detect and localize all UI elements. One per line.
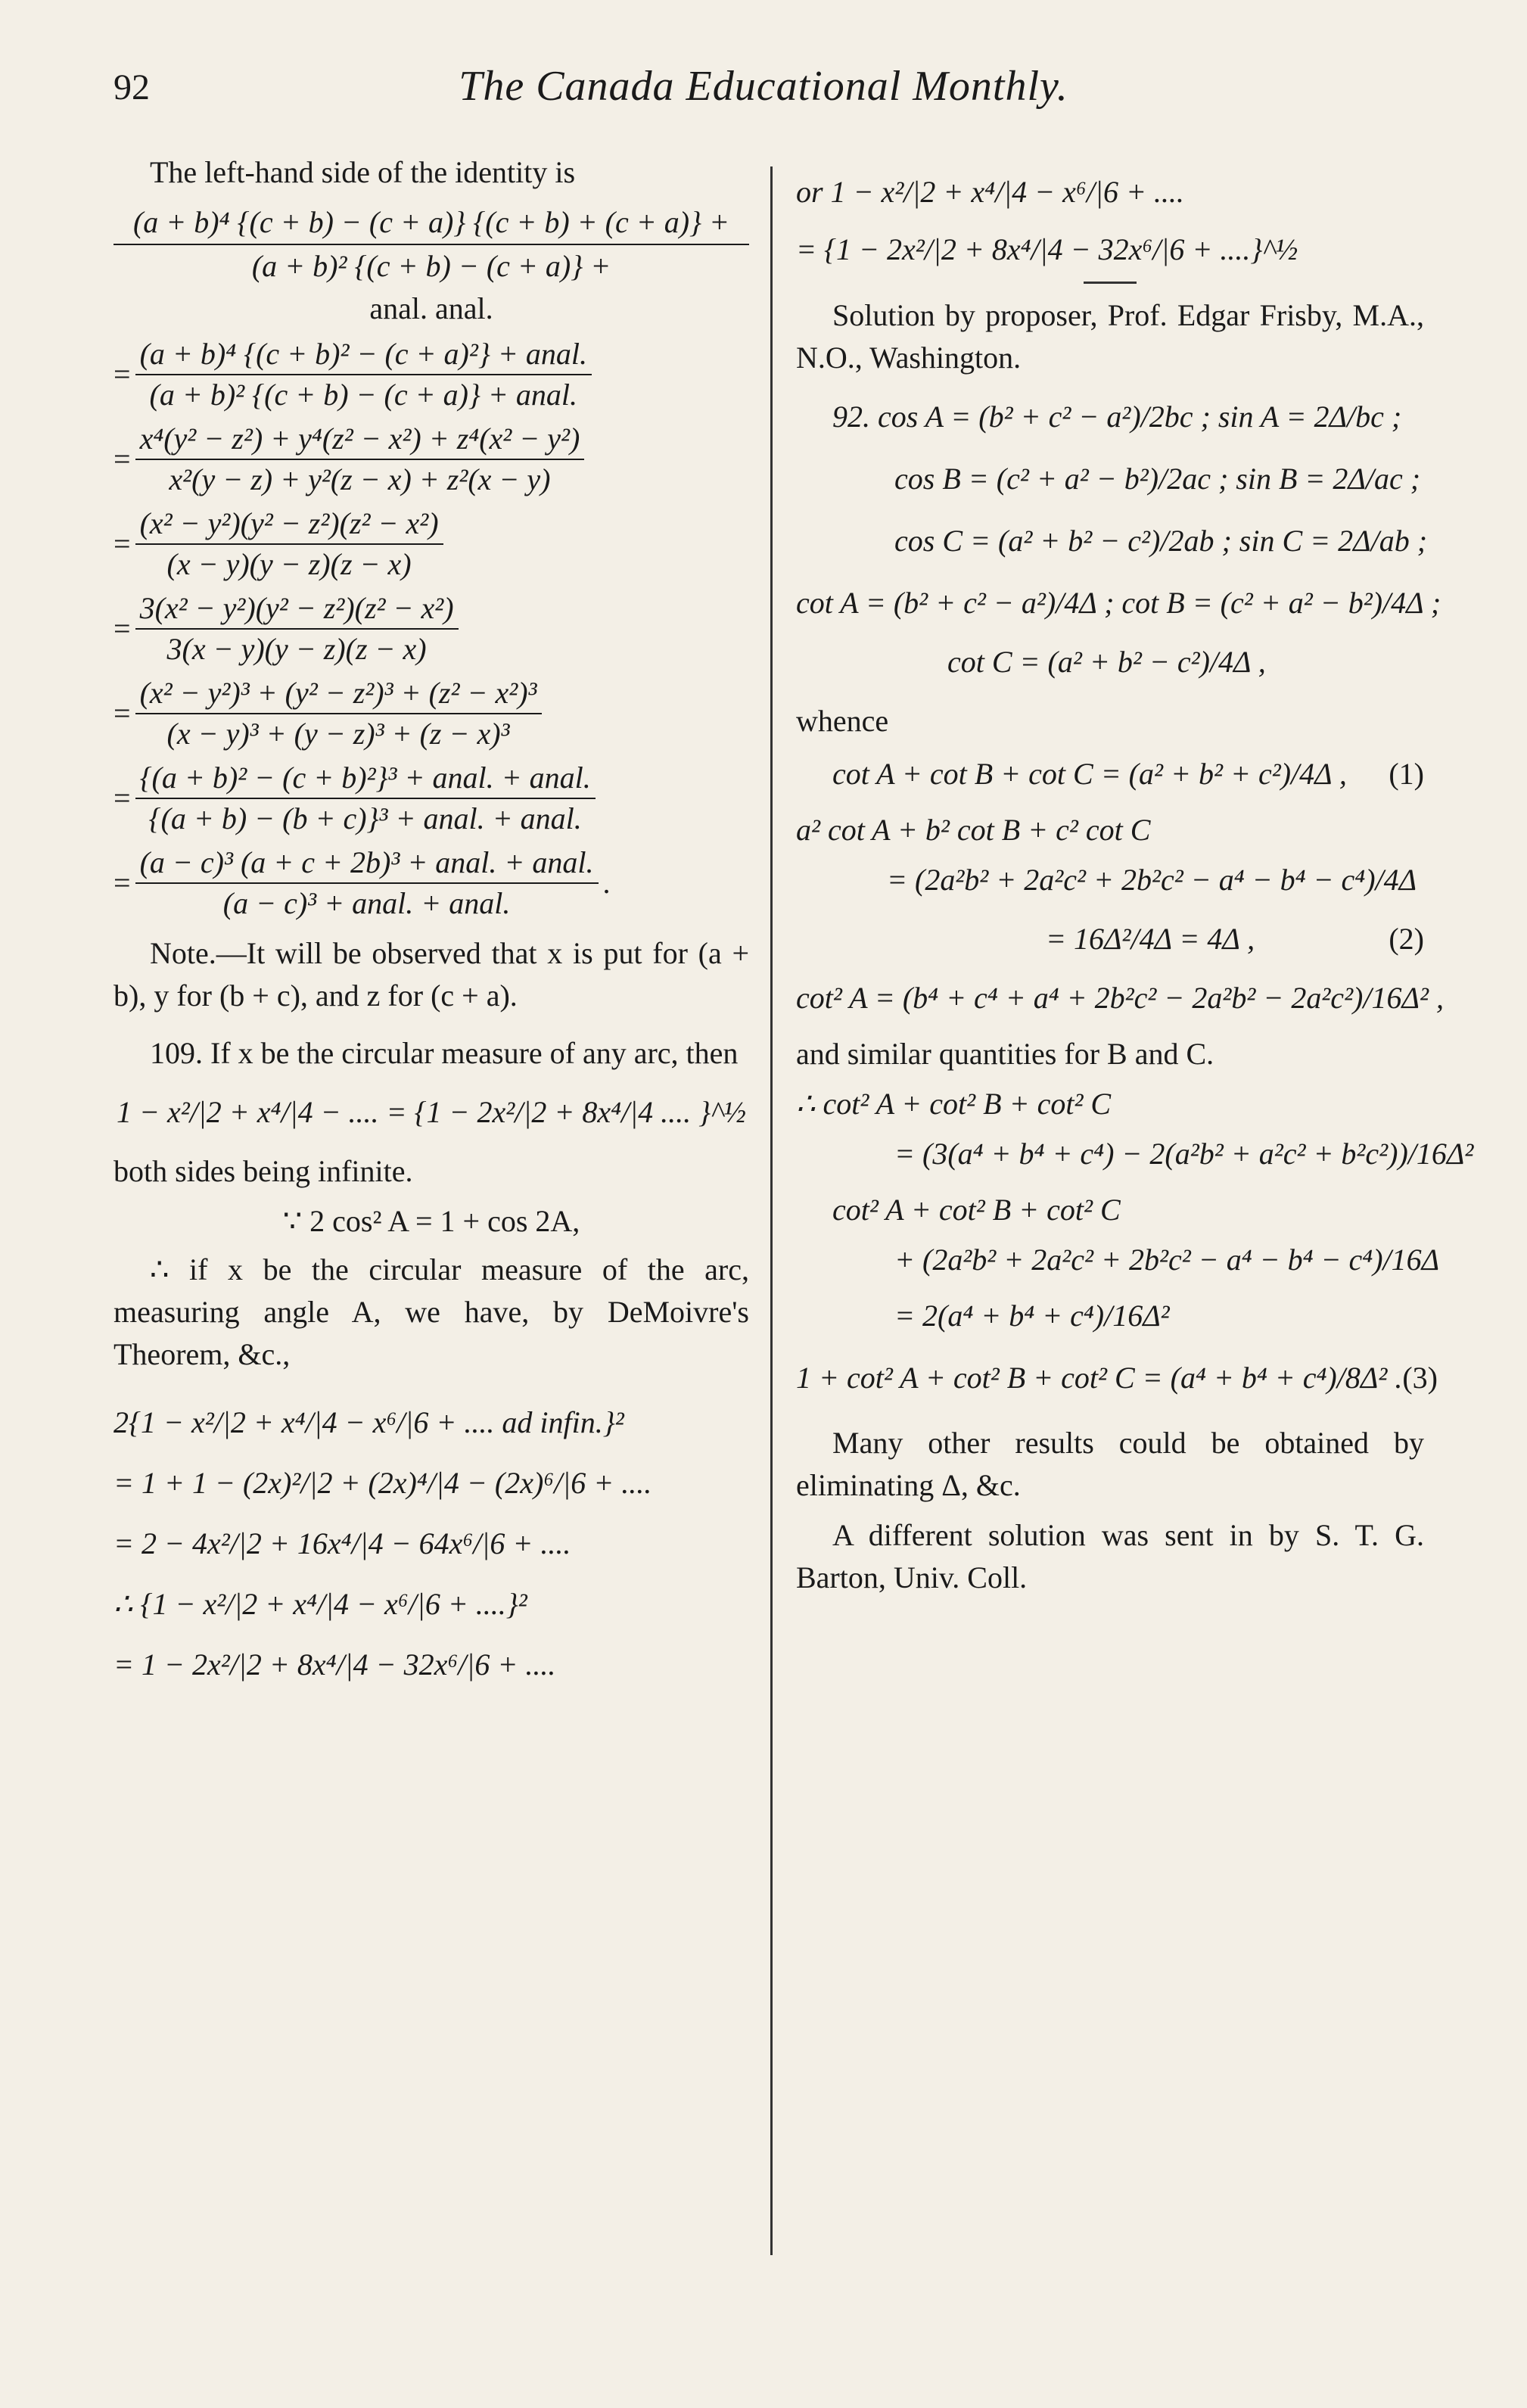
- step-7-num: (a − c)³ (a + c + 2b)³ + anal. + anal.: [135, 845, 599, 884]
- step-5-num: (x² − y²)³ + (y² − z²)³ + (z² − x²)³: [135, 675, 542, 714]
- column-divider: [770, 166, 773, 2255]
- series-5: = 1 − 2x²/|2 + 8x⁴/|4 − 32x⁶/|6 + ....: [114, 1647, 556, 1682]
- lhs-numerator: (a + b)⁴ {(c + b) − (c + a)} {(c + b) + (c + a)} +: [114, 201, 749, 245]
- solution-credit: Solution by proposer, Prof. Edgar Frisby, M.A., N.O., Washington.: [796, 298, 1424, 375]
- page-number: 92: [114, 67, 150, 107]
- step-3-num: (x² − y²)(y² − z²)(z² − x²): [135, 506, 443, 545]
- cos-a-line: 92. cos A = (b² + c² − a²)/2bc ; sin A = 2Δ/bc ;: [832, 400, 1402, 434]
- running-title: The Canada Educational Monthly.: [459, 63, 1068, 110]
- step-2-den: x²(y − z) + y²(z − x) + z²(x − y): [169, 462, 551, 496]
- cos-identity: ∵ 2 cos² A = 1 + cos 2A,: [282, 1204, 580, 1238]
- cot-squared-sum-2-plus: + (2a²b² + 2a²c² + 2b²c² − a⁴ − b⁴ − c⁴)/16Δ: [894, 1243, 1440, 1277]
- step-1: = $\frac{\text{(a + b)⁴ \{(c + b)² − (c + a)²\} + anal.}}{\text{(a + b)² \{(c + b) − (c + a)\} + anal.}}$: [114, 336, 749, 413]
- lhs-anal: anal. anal.: [369, 291, 493, 325]
- similar-quantities: and similar quantities for B and C.: [796, 1037, 1214, 1071]
- lhs-denominator: (a + b)² {(c + b) − (c + a)} +: [251, 249, 611, 283]
- problem-109: 109. If x be the circular measure of any arc, then: [150, 1036, 739, 1070]
- note: Note.—It will be observed that x is put for (a + b), y for (b + c), and z for (c + a).: [114, 936, 749, 1013]
- equation-2-tag: (2): [1389, 922, 1424, 956]
- cot-squared-a: cot² A = (b⁴ + c⁴ + a⁴ + 2b²c² − 2a²b² − 2a²c²)/16Δ² ,: [796, 981, 1444, 1015]
- equation-3: [796, 1357, 1438, 1399]
- cot-squared-sum-2-value: = 2(a⁴ + b⁴ + c⁴)/16Δ²: [894, 1299, 1170, 1333]
- step-3: = $\frac{\text{(x² − y²)(y² − z²)(z² − x²)}}{(x - y)(y - z)(z - x)}$: [114, 506, 749, 583]
- step-1-den: (a + b)² {(c + b) − (c + a)} + anal.: [149, 378, 577, 412]
- step-5-den: (x − y)³ + (y − z)³ + (z − x)³: [166, 717, 510, 751]
- infinite-note: both sides being infinite.: [114, 1154, 413, 1188]
- step-1-num: (a + b)⁴ {(c + b)² − (c + a)²} + anal.: [135, 336, 592, 375]
- cos-b-line: cos B = (c² + a² − b²)/2ac ; sin B = 2Δ/ac ;: [894, 462, 1421, 496]
- step-2: = $\frac{\text{x⁴(y² − z²) + y⁴(z² − x²) + z⁴(x² − y²)}}{\text{x²(y − z) + y²(z − x) + z²(x − y)}}$: [114, 421, 749, 498]
- weighted-cot-value: = (2a²b² + 2a²c² + 2b²c² − a⁴ − b⁴ − c⁴)/4Δ: [887, 863, 1417, 897]
- demoivre-text: ∴ if x be the circular measure of the arc, measuring angle A, we have, by DeMoivre's Theorem, &c.,: [114, 1252, 749, 1371]
- series-2: = 1 + 1 − (2x)²/|2 + (2x)⁴/|4 − (2x)⁶/|6 + ....: [114, 1466, 652, 1500]
- series-3: = 2 − 4x²/|2 + 16x⁴/|4 − 64x⁶/|6 + ....: [114, 1526, 571, 1560]
- step-4-num: 3(x² − y²)(y² − z²)(z² − x²): [135, 590, 459, 630]
- equation-3-tag: (3): [1402, 1361, 1438, 1395]
- equation-2: [796, 918, 1424, 960]
- series-4: ∴ {1 − x²/|2 + x⁴/|4 − x⁶/|6 + ....}²: [114, 1587, 527, 1621]
- step-6-den: {(a + b) − (b + c)}³ + anal. + anal.: [148, 801, 582, 835]
- cot-c-line: cot C = (a² + b² − c²)/4Δ ,: [947, 645, 1266, 679]
- weighted-cot-sum: a² cot A + b² cot B + c² cot C: [796, 813, 1151, 847]
- step-6-num: {(a + b)² − (c + b)²}³ + anal. + anal.: [135, 760, 596, 799]
- cot-squared-sum-value: = (3(a⁴ + b⁴ + c⁴) − 2(a²b² + a²c² + b²c²))/16Δ²: [894, 1137, 1474, 1171]
- equation-3-body: 1 + cot² A + cot² B + cot² C = (a⁴ + b⁴ + c⁴)/8Δ² .: [796, 1361, 1403, 1395]
- lhs-expression: [114, 201, 749, 330]
- cot-ab-line: cot A = (b² + c² − a²)/4Δ ; cot B = (c² + a² − b²)/4Δ ;: [796, 586, 1441, 620]
- right-column: [796, 151, 1474, 1607]
- right-series-1: or 1 − x²/|2 + x⁴/|4 − x⁶/|6 + ....: [796, 175, 1184, 209]
- equation-1-tag: (1): [1389, 757, 1424, 791]
- many-results: Many other results could be obtained by eliminating Δ, &c.: [796, 1426, 1424, 1502]
- equation-109: 1 − x²/|2 + x⁴/|4 − .... = {1 − 2x²/|2 + 8x⁴/|4 .... }^½: [116, 1095, 747, 1129]
- step-7: = $\frac{\text{(a − c)³ (a + c + 2b)³ + anal. + anal.}}{\text{(a − c)³ + anal. + anal.}}$ .: [114, 845, 611, 920]
- equation-1-body: cot A + cot B + cot C = (a² + b² + c²)/4Δ ,: [832, 757, 1347, 791]
- cot-squared-sum-2: cot² A + cot² B + cot² C: [832, 1193, 1121, 1227]
- step-4: = $\frac{\text{3(x² − y²)(y² − z²)(z² − x²)}}{3(x - y)(y - z)(z - x)}$: [114, 590, 749, 667]
- equation-1: [796, 753, 1424, 795]
- step-6: = $\frac{\text{\{(a + b)² − (c + b)²\}³ + anal. + anal.}}{\text{\{(a + b) − (b + c)\}³ + anal. + anal.}}$: [114, 760, 749, 837]
- section-rule: [1084, 282, 1137, 284]
- step-2-num: x⁴(y² − z²) + y⁴(z² − x²) + z⁴(x² − y²): [135, 421, 585, 460]
- cot-squared-sum: ∴ cot² A + cot² B + cot² C: [796, 1087, 1112, 1121]
- step-3-den: (x − y)(y − z)(z − x): [166, 547, 412, 581]
- equation-2-body: = 16Δ²/4Δ = 4Δ ,: [1046, 922, 1255, 956]
- cos-c-line: cos C = (a² + b² − c²)/2ab ; sin C = 2Δ/ab ;: [894, 524, 1428, 558]
- step-5: = $\frac{\text{(x² − y²)³ + (y² − z²)³ + (z² − x²)³}}{\text{(x − y)³ + (y − z)³ + (z − x)³}}$: [114, 675, 749, 752]
- right-series-2: = {1 − 2x²/|2 + 8x⁴/|4 − 32x⁶/|6 + ....}^½: [796, 232, 1298, 266]
- series-1: 2{1 − x²/|2 + x⁴/|4 − x⁶/|6 + .... ad infin.}²: [114, 1405, 624, 1439]
- step-7-den: (a − c)³ + anal. + anal.: [222, 886, 511, 920]
- whence: whence: [796, 704, 889, 738]
- step-4-den: 3(x − y)(y − z)(z − x): [166, 632, 427, 666]
- left-column: [114, 151, 749, 1694]
- different-solution: A different solution was sent in by S. T. G. Barton, Univ. Coll.: [796, 1518, 1424, 1594]
- identity-intro: The left-hand side of the identity is: [150, 155, 576, 189]
